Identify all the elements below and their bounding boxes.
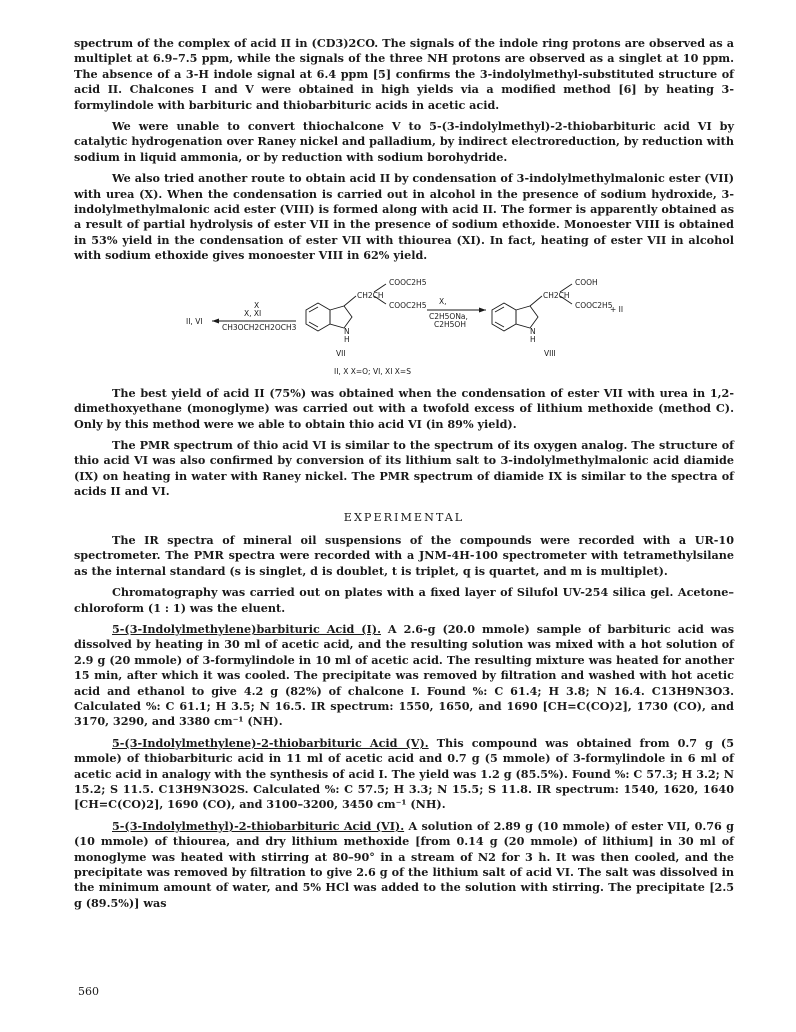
scheme-reagent1-bottom: CH3OCH2CH2OCH3 <box>222 322 297 332</box>
paragraph-1: spectrum of the complex of acid II in (CD3)2CO. The signals of the indole ring protons are observed as a multiplet at 6.9–7.5 ppm, while the signals of the three NH protons are observed as a singlet at 10 ppm. The absence of a 3-H indole signal at 6.4 ppm [5] confirms the 3-indolylmethyl-substituted structure of acid II. Chalcones I and V were obtained in high yields via a modified method [6] by heating 3-formylindole with barbituric and thiobarbituric acids in acetic acid. <box>74 36 734 112</box>
reaction-scheme-svg <box>74 270 734 382</box>
scheme-ester-bottom: COOC2H5 <box>389 300 427 310</box>
scheme-reagent2-bottom: C2H5OH <box>434 319 466 329</box>
paragraph-5: The PMR spectrum of thio acid VI is similar to the spectrum of its oxygen analog. The structure of thio acid VI was also confirmed by conversion of its lithium salt to 3-indolylmethylmalonic acid diamide (IX) on heating in water with Raney nickel. The PMR spectrum of diamide IX is similar to the spectra of acids II and VI. <box>74 437 734 499</box>
scheme-ch2ch-2: CH2CH <box>543 290 570 300</box>
page-number: 560 <box>78 985 99 998</box>
scheme-reagent1-mid: X, XI <box>244 308 262 318</box>
forward-arrow-head <box>479 307 486 312</box>
paragraph-7: Chromatography was carried out on plates with a fixed layer of Silufol UV-254 silica gel. Acetone–chloroform (1 : 1) was the eluent. <box>74 585 734 615</box>
paragraph-2: We were unable to convert thiochalcone V to 5-(3-indolylmethyl)-2-thiobarbituric acid VI by catalytic hydrogenation over Raney nickel and palladium, by indirect electroreduction, by reduction with sodium in liquid ammonia, or by reduction with sodium borohydride. <box>74 119 734 164</box>
paragraph-9-text: This compound was obtained from 0.7 g (5 mmole) of thiobarbituric acid in 11 ml of acetic acid and 0.7 g (5 mmole) of 3-formylindole in 6 ml of acetic acid in analogy with the synthesis of acid I. The yield was 1.2 g (85.5%). Found %: C 57.3; H 3.2; N 15.2; S 11.5. C13H9N3O2S. Calculated %: C 57.5; H 3.3; N 15.5; S 11.8. IR spectrum: 1540, 1620, 1640 [CH=C(CO)2], 1690 (CO), and 3100–3200, 3450 cm⁻¹ (NH). <box>74 735 734 812</box>
paragraph-4: The best yield of acid II (75%) was obtained when the condensation of ester VII with urea in 1,2-dimethoxyethane (monoglyme) was carried out with a twofold excess of lithium methoxide (method C). Only by this method were we able to obtain thio acid VI (in 89% yield). <box>74 385 734 431</box>
paragraph-10-text: A solution of 2.89 g (10 mmole) of ester VII, 0.76 g (10 mmole) of thiourea, and dry lithium methoxide [from 0.14 g (20 mmole) of lithium] in 30 ml of monoglyme was heated with stirring at 80–90° in a stream of N2 for 3 h. It was then cooled, and the precipitate was removed by filtration to give 2.6 g of the lithium salt of acid VI. The salt was dissolved in the minimum amount of water, and 5% HCl was added to the solution with stirring. The precipitate [2.5 g (89.5%)] was <box>74 818 734 910</box>
compound-title-i: 5-(3-Indolylmethylene)barbituric Acid (I). <box>112 621 381 636</box>
scheme-acid-top: COOH <box>575 277 598 287</box>
page-body <box>74 36 734 917</box>
scheme-label-vii: VII <box>336 348 346 358</box>
scheme-reagent1-top: X <box>254 300 260 310</box>
scheme-n-vii: N <box>344 326 350 336</box>
scheme-h-vii: H <box>344 334 350 344</box>
scheme-n-viii: N <box>530 326 536 336</box>
scheme-reagent2-top: X, <box>439 296 447 306</box>
scheme-reagent2-mid: C2H5ONa, <box>429 311 468 321</box>
scheme-footnote: II, X X=O; VI, XI X=S <box>334 366 411 376</box>
reverse-arrow-head <box>212 318 219 323</box>
paragraph-8 <box>74 622 734 730</box>
scheme-left-product: II, VI <box>186 316 203 326</box>
scheme-h-viii: H <box>530 334 536 344</box>
scheme-ester-top: COOC2H5 <box>389 277 427 287</box>
paragraph-9 <box>74 736 734 813</box>
compound-title-v: 5-(3-Indolylmethylene)-2-thiobarbituric Acid (V). <box>112 735 429 750</box>
section-heading-experimental: EXPERIMENTAL <box>343 510 465 524</box>
scheme-label-viii: VIII <box>544 348 556 358</box>
compound-title-vi: 5-(3-Indolylmethyl)-2-thiobarbituric Acid (VI). <box>112 818 405 833</box>
paragraph-8-text: A 2.6-g (20.0 mmole) sample of barbituric acid was dissolved by heating in 30 ml of acetic acid, and the resulting solution was mixed with a hot solution of 2.9 g (20 mmole) of 3-formylindole in 10 ml of acetic acid. The resulting mixture was heated for another 15 min, after which it was cooled. The precipitate was removed by filtration and washed with hot acetic acid and ethanol to give 4.2 g (82%) of chalcone I. Found %: C 61.4; H 3.8; N 16.4. C13H9N3O3. Calculated %: C 61.1; H 3.5; N 16.5. IR spectrum: 1550, 1650, and 1690 [CH=C(CO)2], 1730 (CO), and 3170, 3290, and 3380 cm⁻¹ (NH). <box>74 621 734 729</box>
paragraph-6: The IR spectra of mineral oil suspensions of the compounds were recorded with a UR-10 spectrometer. The PMR spectra were recorded with a JNM-4H-100 spectrometer with tetramethylsilane as the internal standard (s is singlet, d is doublet, t is triplet, q is quartet, and m is multiplet). <box>74 532 734 578</box>
scheme-ch2ch: CH2CH <box>357 290 384 300</box>
scheme-acid-bottom: COOC2H5 <box>575 300 613 310</box>
reaction-scheme <box>74 270 734 382</box>
paragraph-10 <box>74 819 734 911</box>
paragraph-3: We also tried another route to obtain acid II by condensation of 3-indolylmethylmalonic ester (VII) with urea (X). When the condensation is carried out in alcohol in the presence of sodium hydroxide, 3-indolylmethylmalonic acid ester (VIII) is formed along with acid II. The former is apparently obtained as a result of partial hydrolysis of ester VII in the presence of sodium ethoxide. Monoester VIII is obtained in 53% yield in the condensation of ester VII with thiourea (XI). In fact, heating of ester VII in alcohol with sodium ethoxide gives monoester VIII in 62% yield. <box>74 171 734 263</box>
scheme-plus-product: + II <box>610 304 624 314</box>
